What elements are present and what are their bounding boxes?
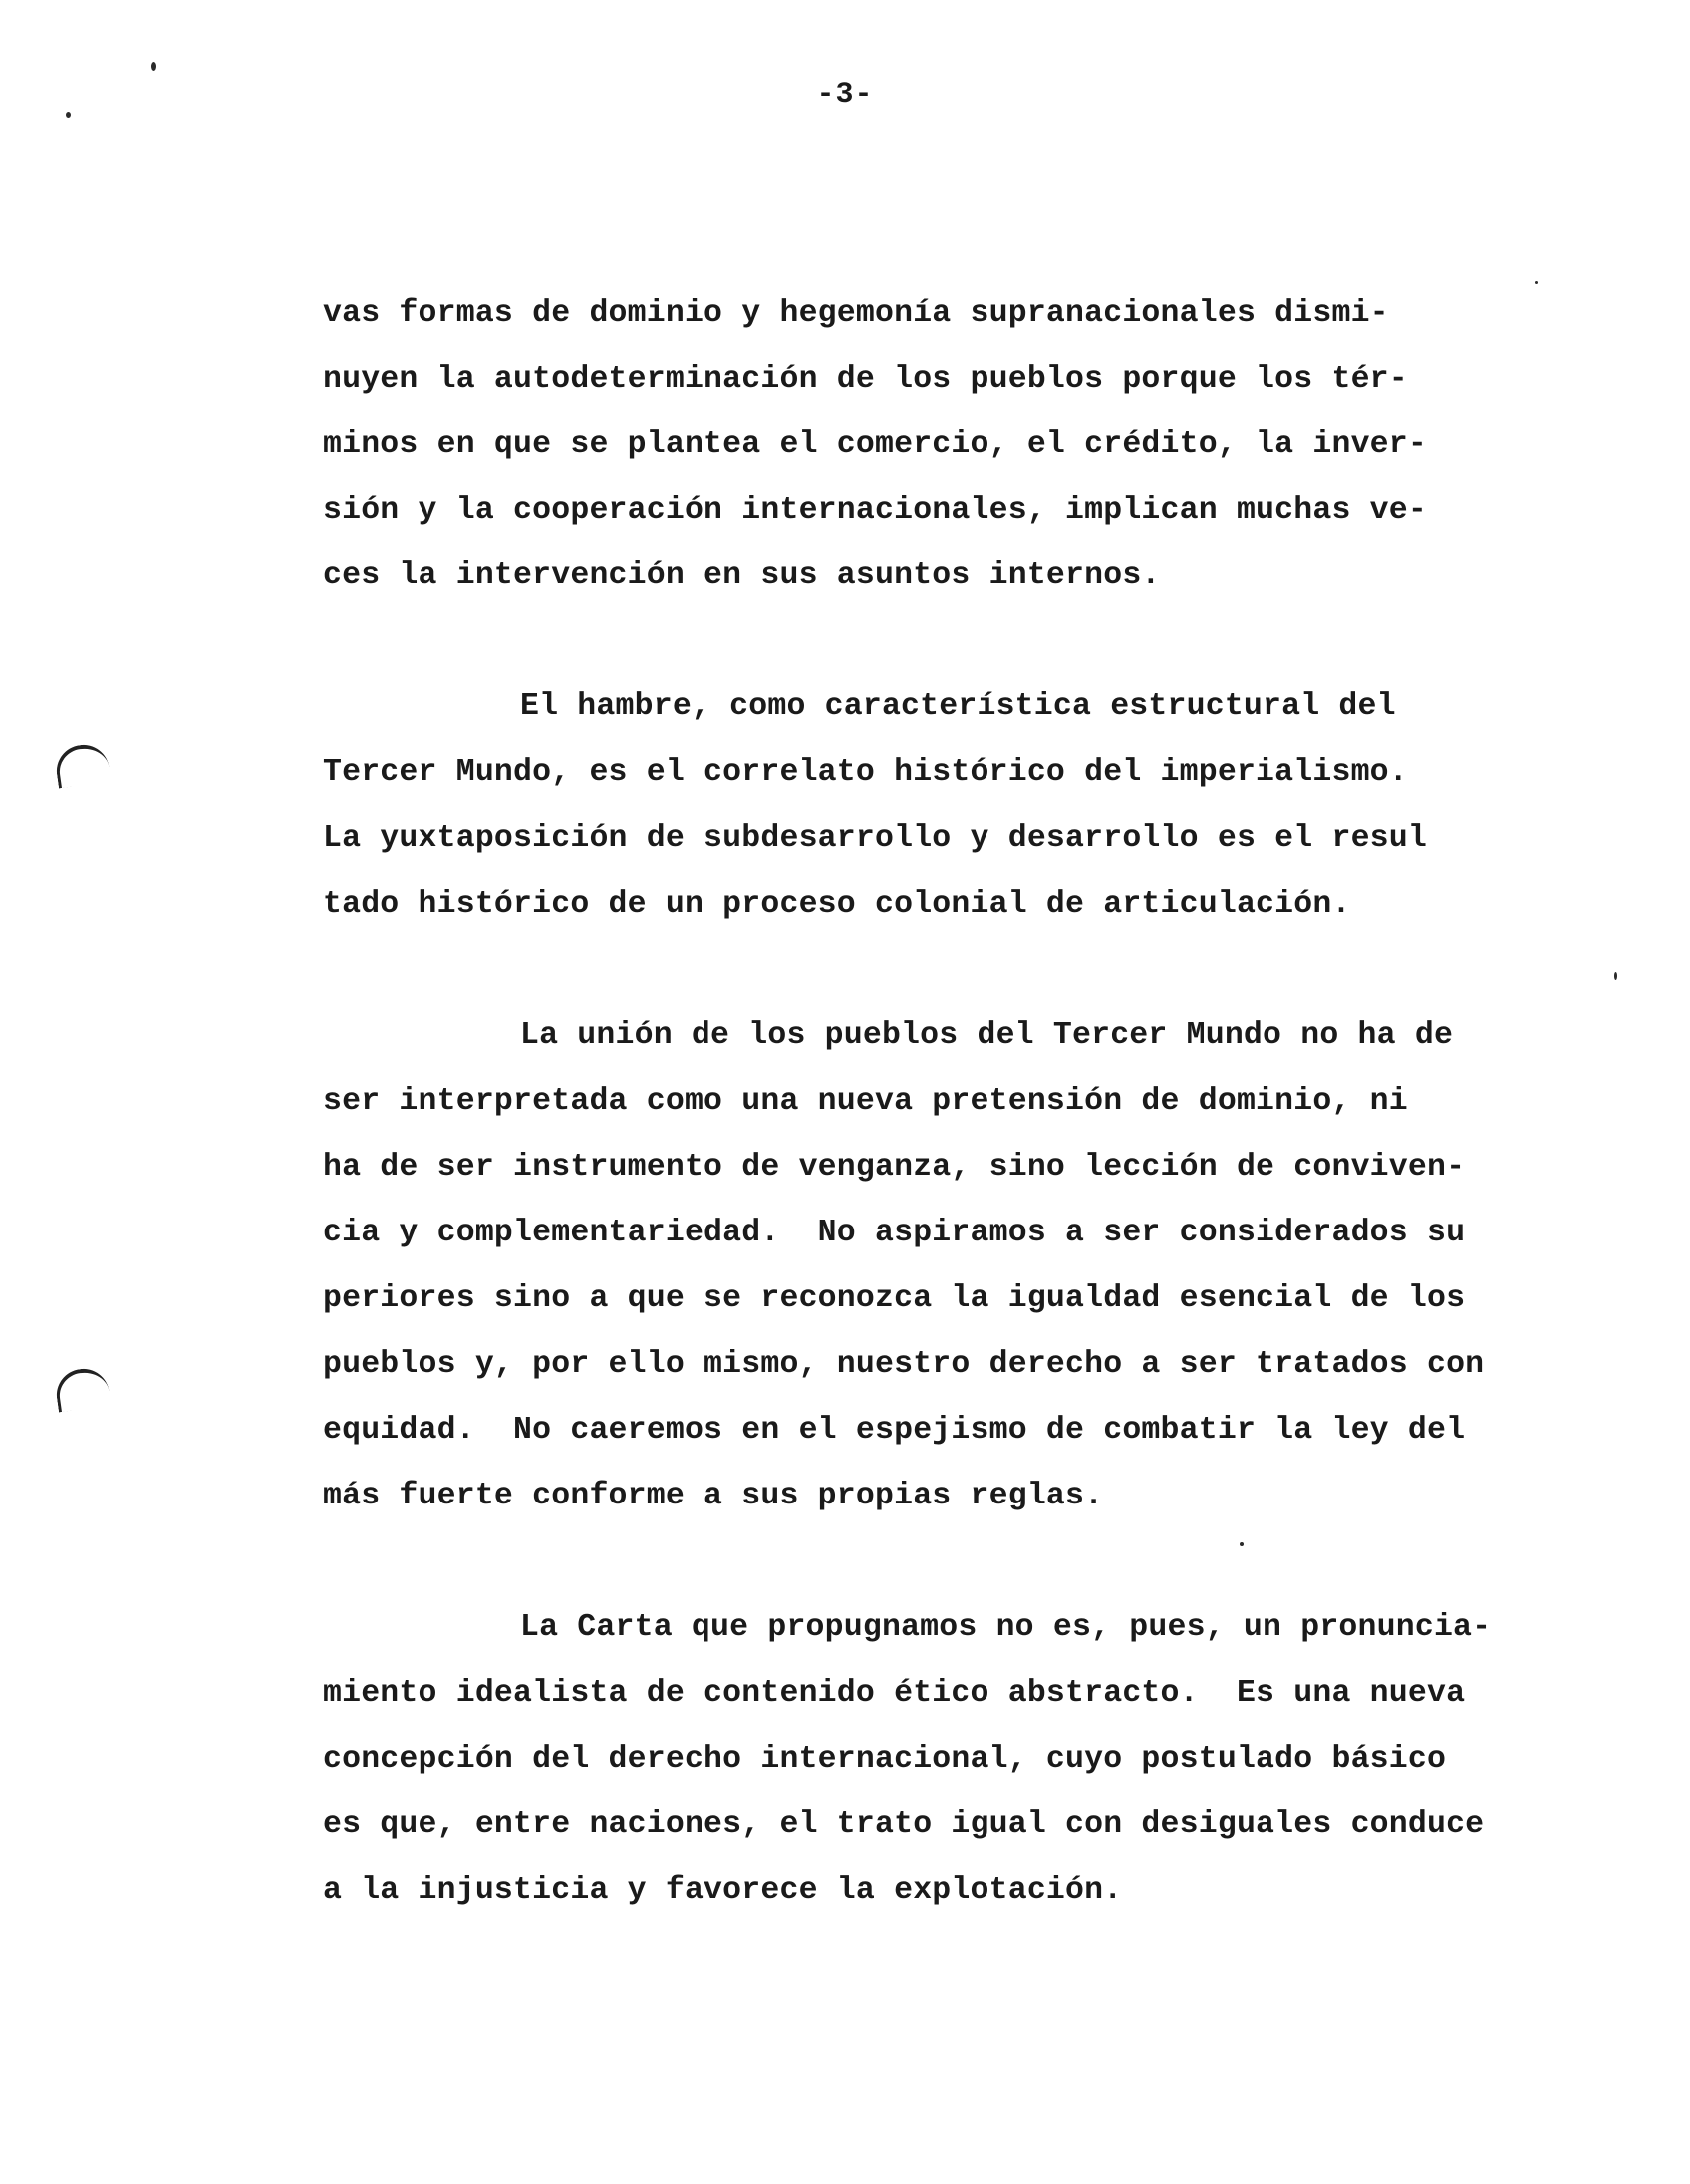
paragraph-4-line-3: concepción del derecho internacional, cuyo postulado básico [323, 1742, 1447, 1776]
paragraph-3-line-7: equidad. No caeremos en el espejismo de combatir la ley del [323, 1413, 1466, 1448]
paragraph-2-line-3: La yuxtaposición de subdesarrollo y desarrollo es el resul [323, 821, 1427, 856]
scan-speck [1614, 972, 1617, 980]
paragraph-1-line-5: ces la intervención en sus asuntos internos. [323, 558, 1161, 593]
paragraph-1-line-2: nuyen la autodeterminación de los pueblos porque los tér- [323, 362, 1408, 397]
paragraph-1-line-1: vas formas de dominio y hegemonía supranacionales dismi- [323, 296, 1389, 331]
punch-hole-mark [53, 742, 111, 789]
page-number: -3- [816, 78, 874, 112]
paragraph-2-line-1: El hambre, como característica estructural del [520, 689, 1396, 724]
paragraph-4-line-5: a la injusticia y favorece la explotación. [323, 1873, 1123, 1908]
paragraph-2-line-2: Tercer Mundo, es el correlato histórico del imperialismo. [323, 755, 1408, 790]
scan-speck [1535, 281, 1538, 284]
paragraph-3-line-4: cia y complementariedad. No aspiramos a ser considerados su [323, 1216, 1466, 1250]
paragraph-2-line-4: tado histórico de un proceso colonial de articulación. [323, 887, 1351, 922]
paragraph-1-line-4: sión y la cooperación internacionales, implican muchas ve- [323, 493, 1427, 528]
paragraph-3-line-1: La unión de los pueblos del Tercer Mundo no ha de [520, 1018, 1454, 1053]
punch-hole-mark [53, 1366, 111, 1413]
scan-speck [1240, 1542, 1244, 1546]
scan-speck [66, 112, 71, 118]
paragraph-4-line-2: miento idealista de contenido ético abstracto. Es una nueva [323, 1676, 1466, 1711]
paragraph-3-line-3: ha de ser instrumento de venganza, sino lección de conviven- [323, 1150, 1466, 1185]
scan-speck [151, 62, 156, 71]
paragraph-3-line-8: más fuerte conforme a sus propias reglas. [323, 1479, 1104, 1513]
paragraph-3-line-2: ser interpretada como una nueva pretensión de dominio, ni [323, 1084, 1408, 1119]
paragraph-3-line-5: periores sino a que se reconozca la igualdad esencial de los [323, 1281, 1466, 1316]
paragraph-4-line-1: La Carta que propugnamos no es, pues, un pronuncia- [520, 1610, 1492, 1645]
paragraph-1-line-3: minos en que se plantea el comercio, el crédito, la inver- [323, 427, 1427, 462]
paragraph-3-line-6: pueblos y, por ello mismo, nuestro derecho a ser tratados con [323, 1347, 1485, 1382]
paragraph-4-line-4: es que, entre naciones, el trato igual con desiguales conduce [323, 1807, 1485, 1842]
